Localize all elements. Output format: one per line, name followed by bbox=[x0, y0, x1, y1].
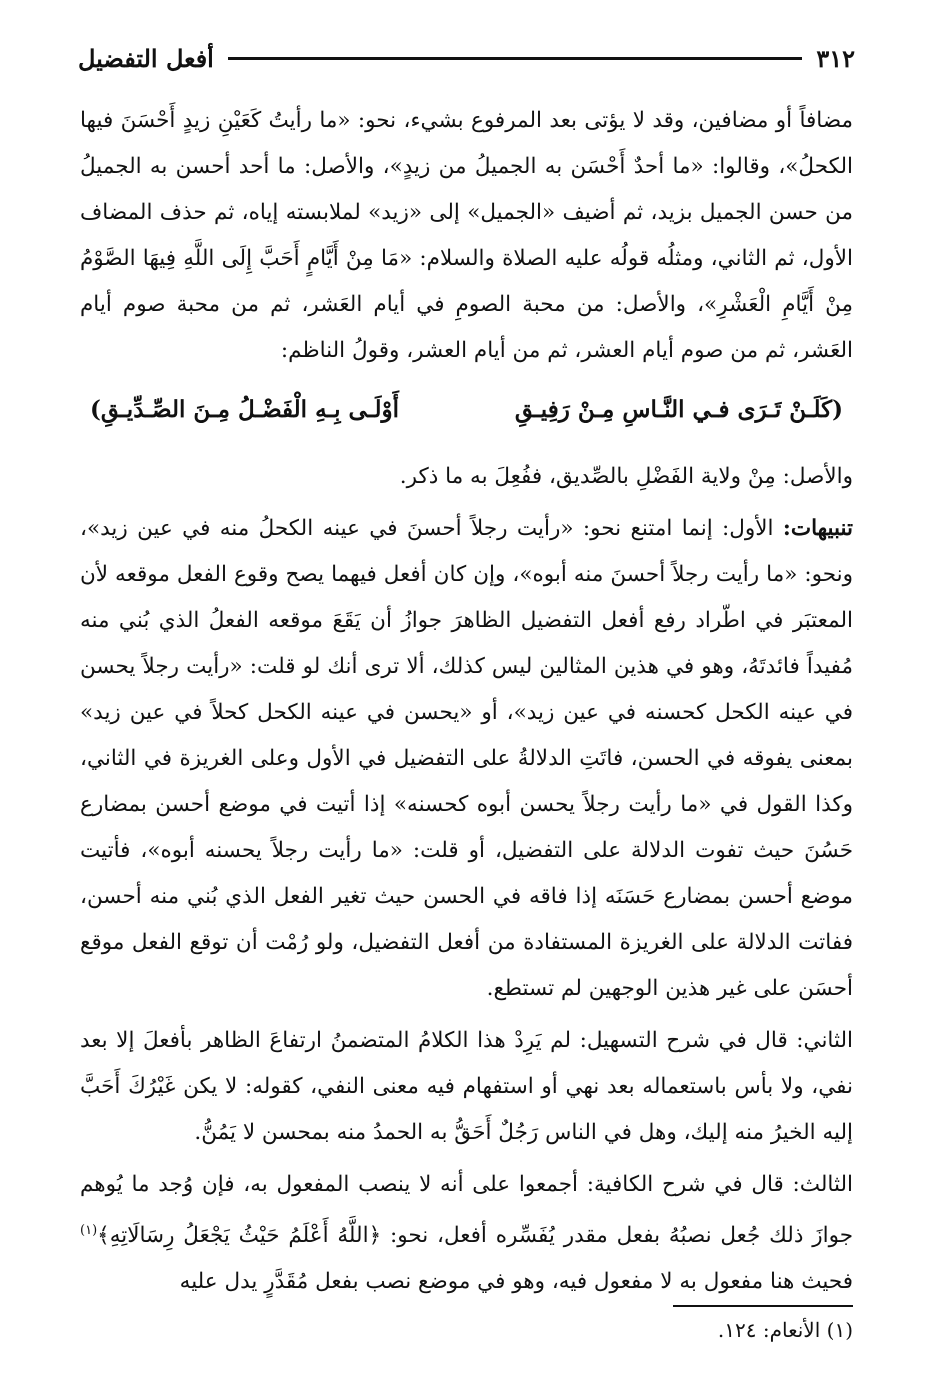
paragraph-3-text: الأول: إنما امتنع نحو: «رأيت رجلاً أحسنَ في عينه الكحلُ منه في عين زيد»، ونحو: «ما رأيت رجلاً أحسنَ منه أبوه»، وإن كان أفعل فيهما يصح وقوع الفعل موقعه لأن المعتبَر في اطّراد رفع أفعل التفضيل الظاهرَ جوازُ أن يَقَعَ موقعه الفعلُ الذي بُني منه مُفيداً فائدتَهُ، وهو في هذين المثالين ليس كذلك، ألا ترى أنك لو قلت: «رأيت رجلاً يحسن في عينه الكحل كحسنه في عين زيد»، أو «يحسن في عينه الكحل كحلاً في عين زيد» بمعنى يفوقه في الحسن، فاتَتِ الدلالةُ على التفضيل في الأول وعلى الغريزة في الثاني، وكذا القول في «ما رأيت رجلاً يحسن أبوه كحسنه» إذا أتيت في موضع أحسن بمضارع حَسُنَ حيث تفوت الدلالة على التفضيل، أو قلت: «ما رأيت رجلاً يحسنه أبوه»، فأتيت موضع أحسن بمضارع حَسَنَه إذا فاقه في الحسن حيث تغير الفعل الذي بُني منه أحسن، ففاتت الدلالة على الغريزة المستفادة من أفعل التفضيل، ولو رُمْت أن توقع الفعل موقع أحسَن على غير هذين الوجهين لم تستطع. bbox=[80, 516, 854, 1001]
notes-label: تنبيهات: bbox=[782, 516, 853, 541]
running-title: أفعل التفضيل bbox=[78, 43, 214, 73]
paragraph-5-text-a: الثالث: قال في شرح الكافية: أجمعوا على أنه لا ينصب المفعول به، فإن وُجد ما يُوهم جوازَ ذلك جُعل نصبُهُ بفعل مقدر يُفَسِّره أفعل، نحو: ﴿اللَّهُ أَعْلَمُ حَيْثُ يَجْعَلُ رِسَالَاتِهِ﴾ bbox=[80, 1172, 853, 1249]
paragraph-1: مضافاً أو مضافين، وقد لا يؤتى بعد المرفوع بشيء، نحو: «ما رأيتُ كَعَيْنِ زيدٍ أَحْسَنَ فيها الكحلُ»، وقالوا: «ما أحدٌ أَحْسَن به الجميلُ من زيدٍ»، والأصل: ما أحد أحسن به الجميلُ من حسن الجميل بزيد، ثم أضيف «الجميل» إلى «زيد» لملابسته إياه، ثم حذف المضاف الأول، ثم الثاني، ومثلُه قولُه عليه الصلاة والسلام: «مَا مِنْ أَيَّامٍ أَحَبَّ إِلَى اللَّهِ فِيهَا الصَّوْمُ مِنْ أَيَّامِ الْعَشْرِ»، والأصل: من محبة الصومِ في أيام العَشر، ثم من محبة صوم أيام العَشر، ثم من صوم أيام العشر، ثم من أيام العشر، وقولُ الناظم: bbox=[80, 108, 853, 363]
poetry-verse bbox=[90, 380, 843, 440]
paragraph-2: والأصل: مِنْ ولاية الفَضْلِ بالصِّديق، ففُعِلَ به ما ذكر. bbox=[399, 464, 853, 489]
footnote-ref: (١) bbox=[80, 1223, 98, 1238]
paragraph-5 bbox=[80, 1162, 853, 1305]
header-rule bbox=[228, 57, 802, 60]
paragraph-3 bbox=[80, 506, 853, 1012]
paragraph-5-text-b: فحيث هنا مفعول به لا مفعول فيه، وهو في موضع نصب بفعل مُقَدَّرٍ يدل عليه bbox=[179, 1269, 853, 1295]
page-number: ٣١٢ bbox=[816, 43, 855, 73]
footnote: (١) الأنعام: ١٢٤. bbox=[717, 1318, 853, 1342]
main-text bbox=[80, 98, 853, 1305]
verse-first-hemistich: (كَلَـنْ تَـرَى فـي النَّـاسِ مِـنْ رَفِيـقِ bbox=[514, 396, 843, 423]
footnote-divider bbox=[673, 1305, 853, 1307]
paragraph-4: الثاني: قال في شرح التسهيل: لم يَرِدْ هذا الكلامُ المتضمنُ ارتفاعَ الظاهر بأفعلَ إلا بعد نفي، ولا بأس باستعماله بعد نهي أو استفهام فيه معنى النفي، كقوله: لا يكن غَيْرُكَ أَحَبَّ إليه الخيرُ منه إليك، وهل في الناس رَجُلٌ أَحَقُّ به الحمدُ منه بمحسن لا يَمُنُّ. bbox=[80, 1028, 853, 1145]
page-header bbox=[78, 38, 855, 78]
verse-second-hemistich: أَوْلَـى بِـهِ الْفَضْـلُ مِـنَ الصِّـدِّيـقِ) bbox=[90, 396, 399, 423]
